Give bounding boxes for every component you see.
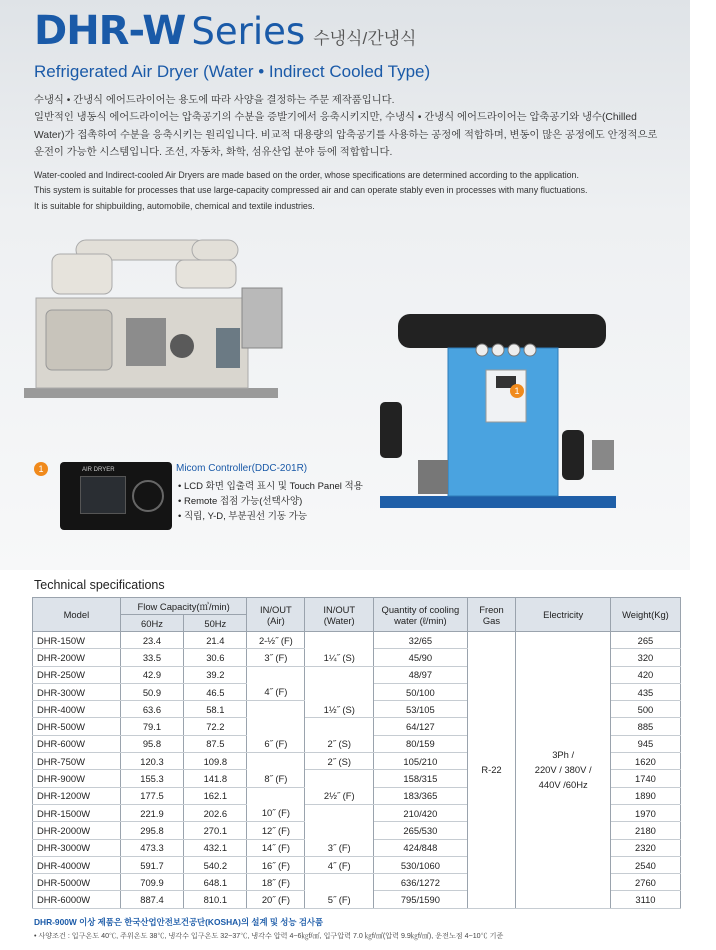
- cell-50hz: 432.1: [184, 839, 247, 856]
- cell-weight: 435: [610, 683, 680, 700]
- page-subtitle: Refrigerated Air Dryer (Water • Indirect Cooled Type): [34, 62, 431, 81]
- cell-cooling: 50/100: [374, 683, 467, 700]
- cell-cooling: 105/210: [374, 753, 467, 770]
- cell-cooling: 530/1060: [374, 856, 467, 873]
- cell-cooling: 183/365: [374, 787, 467, 804]
- cell-inout-water: 1½˝ (S): [305, 701, 374, 718]
- cell-weight: 420: [610, 666, 680, 683]
- control-dial: [132, 480, 164, 512]
- english-line: Water-cooled and Indirect-cooled Air Dryers are made based on the order, whose specifications are determined according to the application.: [34, 170, 579, 180]
- cell-inout-water: [305, 683, 374, 700]
- cell-50hz: 162.1: [184, 787, 247, 804]
- cell-weight: 320: [610, 649, 680, 666]
- cell-cooling: 636/1272: [374, 874, 467, 891]
- cell-inout-air: [247, 701, 305, 718]
- cell-inout-water: 1¼˝ (S): [305, 649, 374, 666]
- controller-features: [178, 480, 363, 524]
- header-flow: Flow Capacity(㎥/min): [120, 598, 247, 615]
- controller-title: Micom Controller(DDC-201R): [176, 463, 308, 474]
- cell-inout-air: [247, 787, 305, 804]
- cell-inout-water: [305, 874, 374, 891]
- cell-weight: 1890: [610, 787, 680, 804]
- cell-60hz: 177.5: [120, 787, 183, 804]
- spec-table: [32, 597, 681, 909]
- cell-60hz: 50.9: [120, 683, 183, 700]
- cell-60hz: 95.8: [120, 735, 183, 752]
- cell-freon: R-22: [467, 632, 516, 909]
- cell-60hz: 155.3: [120, 770, 183, 787]
- cell-50hz: 141.8: [184, 770, 247, 787]
- cell-50hz: 39.2: [184, 666, 247, 683]
- cell-inout-air: 6˝ (F): [247, 735, 305, 752]
- cell-60hz: 709.9: [120, 874, 183, 891]
- cell-weight: 3110: [610, 891, 680, 908]
- cell-inout-air: 3˝ (F): [247, 649, 305, 666]
- cell-50hz: 21.4: [184, 632, 247, 649]
- cell-inout-water: 2˝ (S): [305, 735, 374, 752]
- cell-model: DHR-5000W: [33, 874, 121, 891]
- cell-60hz: 120.3: [120, 753, 183, 770]
- cell-cooling: 53/105: [374, 701, 467, 718]
- korean-line: 일반적인 냉동식 에어드라이어는 압축공기의 수분을 증발기에서 응축시키지만, 수냉식 • 간냉식 에어드라이어는 압축공기와 냉수(Chilled: [34, 112, 637, 124]
- header-inout-air: IN/OUT (Air): [247, 598, 305, 632]
- page-title: [34, 8, 416, 54]
- cell-inout-water: [305, 632, 374, 649]
- cell-cooling: 424/848: [374, 839, 467, 856]
- cell-model: DHR-400W: [33, 701, 121, 718]
- feature-item: • LCD 화면 입출력 표시 및 Touch Panel 적용: [178, 481, 363, 492]
- cell-weight: 265: [610, 632, 680, 649]
- water-cooled-dryer-image: [16, 228, 286, 414]
- electricity-line: 440V /60Hz: [538, 779, 588, 791]
- cell-weight: 885: [610, 718, 680, 735]
- cell-60hz: 221.9: [120, 804, 183, 821]
- cell-model: DHR-500W: [33, 718, 121, 735]
- electricity-line: 220V / 380V /: [534, 764, 592, 776]
- cell-inout-air: 8˝ (F): [247, 770, 305, 787]
- machine-callout-badge: 1: [510, 384, 524, 398]
- cell-weight: 2320: [610, 839, 680, 856]
- cell-model: DHR-200W: [33, 649, 121, 666]
- header-model: Model: [33, 598, 121, 632]
- controller-callout-badge: 1: [34, 462, 48, 476]
- header-50hz: 50Hz: [184, 615, 247, 632]
- cell-model: DHR-4000W: [33, 856, 121, 873]
- cell-model: DHR-150W: [33, 632, 121, 649]
- cell-model: DHR-3000W: [33, 839, 121, 856]
- lcd-screen: [80, 476, 126, 514]
- cell-cooling: 80/159: [374, 735, 467, 752]
- cell-weight: 945: [610, 735, 680, 752]
- cell-electricity: [516, 632, 610, 909]
- cell-60hz: 295.8: [120, 822, 183, 839]
- cell-weight: 2180: [610, 822, 680, 839]
- controller-brand: AIR DRYER: [82, 467, 115, 473]
- cell-cooling: 795/1590: [374, 891, 467, 908]
- cell-inout-water: [305, 804, 374, 821]
- electricity-line: 3Ph /: [552, 749, 575, 761]
- cell-60hz: 473.3: [120, 839, 183, 856]
- cell-inout-water: 3˝ (F): [305, 839, 374, 856]
- cell-inout-water: [305, 770, 374, 787]
- cell-weight: 1740: [610, 770, 680, 787]
- cell-weight: 1620: [610, 753, 680, 770]
- cell-weight: 500: [610, 701, 680, 718]
- cell-model: DHR-6000W: [33, 891, 121, 908]
- feature-item: • Remote 접점 가능(선택사양): [178, 495, 303, 507]
- header-freon: Freon Gas: [467, 598, 516, 632]
- cell-inout-air: 16˝ (F): [247, 856, 305, 873]
- cell-60hz: 887.4: [120, 891, 183, 908]
- indirect-cooled-dryer-image: [378, 310, 618, 510]
- cell-cooling: 265/530: [374, 822, 467, 839]
- cell-50hz: 109.8: [184, 753, 247, 770]
- english-line: This system is suitable for processes that use large-capacity compressed air and can operate stably even in processes with many fluctuations.: [34, 185, 588, 196]
- cell-50hz: 30.6: [184, 649, 247, 666]
- cell-inout-water: 4˝ (F): [305, 856, 374, 873]
- cell-cooling: 210/420: [374, 804, 467, 821]
- english-description: [34, 168, 684, 214]
- cell-inout-air: [247, 753, 305, 770]
- cell-cooling: 48/97: [374, 666, 467, 683]
- english-line: It is suitable for shipbuilding, automobile, chemical and textile industries.: [34, 200, 315, 211]
- cell-50hz: 87.5: [184, 735, 247, 752]
- cell-model: DHR-250W: [33, 666, 121, 683]
- cell-inout-water: [305, 822, 374, 839]
- cell-cooling: 64/127: [374, 718, 467, 735]
- cell-50hz: 202.6: [184, 804, 247, 821]
- korean-line: 운전이 가능한 시스템입니다. 조선, 자동차, 화학, 섬유산업 분야 등에 적합합니다.: [34, 147, 393, 159]
- spec-title: Technical specifications: [34, 578, 165, 592]
- cell-60hz: 63.6: [120, 701, 183, 718]
- cell-60hz: 42.9: [120, 666, 183, 683]
- cell-inout-air: 20˝ (F): [247, 891, 305, 908]
- cell-50hz: 46.5: [184, 683, 247, 700]
- cell-model: DHR-1200W: [33, 787, 121, 804]
- header-electricity: Electricity: [516, 598, 610, 632]
- cell-model: DHR-750W: [33, 753, 121, 770]
- cell-weight: 1970: [610, 804, 680, 821]
- cell-60hz: 33.5: [120, 649, 183, 666]
- cell-50hz: 540.2: [184, 856, 247, 873]
- cell-50hz: 648.1: [184, 874, 247, 891]
- cell-inout-air: 12˝ (F): [247, 822, 305, 839]
- kosha-note: DHR-900W 이상 제품은 한국산업안전보건공단(KOSHA)의 설계 및 성능 검사품: [34, 917, 324, 927]
- cell-inout-water: 2˝ (S): [305, 753, 374, 770]
- cell-50hz: 810.1: [184, 891, 247, 908]
- cell-60hz: 591.7: [120, 856, 183, 873]
- feature-item: • 직립, Y-D, 부분권선 기동 가능: [178, 510, 308, 522]
- cell-inout-air: [247, 718, 305, 735]
- cell-weight: 2760: [610, 874, 680, 891]
- cell-model: DHR-900W: [33, 770, 121, 787]
- header-60hz: 60Hz: [120, 615, 183, 632]
- cell-inout-water: 2½˝ (F): [305, 787, 374, 804]
- cell-inout-water: [305, 718, 374, 735]
- cell-inout-water: [305, 666, 374, 683]
- header-inout-water: IN/OUT (Water): [305, 598, 374, 632]
- cell-50hz: 58.1: [184, 701, 247, 718]
- cell-cooling: 158/315: [374, 770, 467, 787]
- cell-cooling: 32/65: [374, 632, 467, 649]
- cell-model: DHR-2000W: [33, 822, 121, 839]
- korean-description: [34, 92, 674, 162]
- cell-50hz: 270.1: [184, 822, 247, 839]
- cell-weight: 2540: [610, 856, 680, 873]
- cell-60hz: 23.4: [120, 632, 183, 649]
- cell-inout-water: 5˝ (F): [305, 891, 374, 908]
- korean-line: 수냉식 • 간냉식 에어드라이어는 용도에 따라 사양을 결정하는 주문 제작품입니다.: [34, 95, 395, 106]
- cell-model: DHR-1500W: [33, 804, 121, 821]
- series-bold: DHR-W: [34, 8, 186, 54]
- cell-60hz: 79.1: [120, 718, 183, 735]
- series-korean: 수냉식/간냉식: [313, 29, 417, 48]
- cell-inout-air: 4˝ (F): [247, 683, 305, 700]
- series-word: Series: [191, 10, 306, 53]
- conditions-note: • 사양조건 : 입구온도 40℃, 주위온도 38℃, 냉각수 입구온도 32~37℃, 냉각수 압력 4~6㎏f/㎠, 입구압력 7.0 ㎏f/㎠(압력 9.9㎏f/㎠), 운전노점 4~10℃ 기준: [34, 932, 504, 940]
- cell-50hz: 72.2: [184, 718, 247, 735]
- cell-inout-air: 10˝ (F): [247, 804, 305, 821]
- cell-inout-air: 2-½˝ (F): [247, 632, 305, 649]
- micom-controller-image: [60, 462, 172, 530]
- header-weight: Weight(Kg): [610, 598, 680, 632]
- header-cooling: Quantity of cooling water (ℓ/min): [374, 598, 467, 632]
- cell-inout-air: [247, 666, 305, 683]
- cell-inout-air: 14˝ (F): [247, 839, 305, 856]
- korean-line: Water)가 접촉하여 수분을 응축시키는 원리입니다. 비교적 대용량의 압축공기를 사용하는 공정에 적합하며, 변동이 많은 공정에도 안정적으로: [34, 129, 658, 141]
- cell-model: DHR-300W: [33, 683, 121, 700]
- cell-model: DHR-600W: [33, 735, 121, 752]
- cell-inout-air: 18˝ (F): [247, 874, 305, 891]
- table-row: [33, 632, 681, 649]
- cell-cooling: 45/90: [374, 649, 467, 666]
